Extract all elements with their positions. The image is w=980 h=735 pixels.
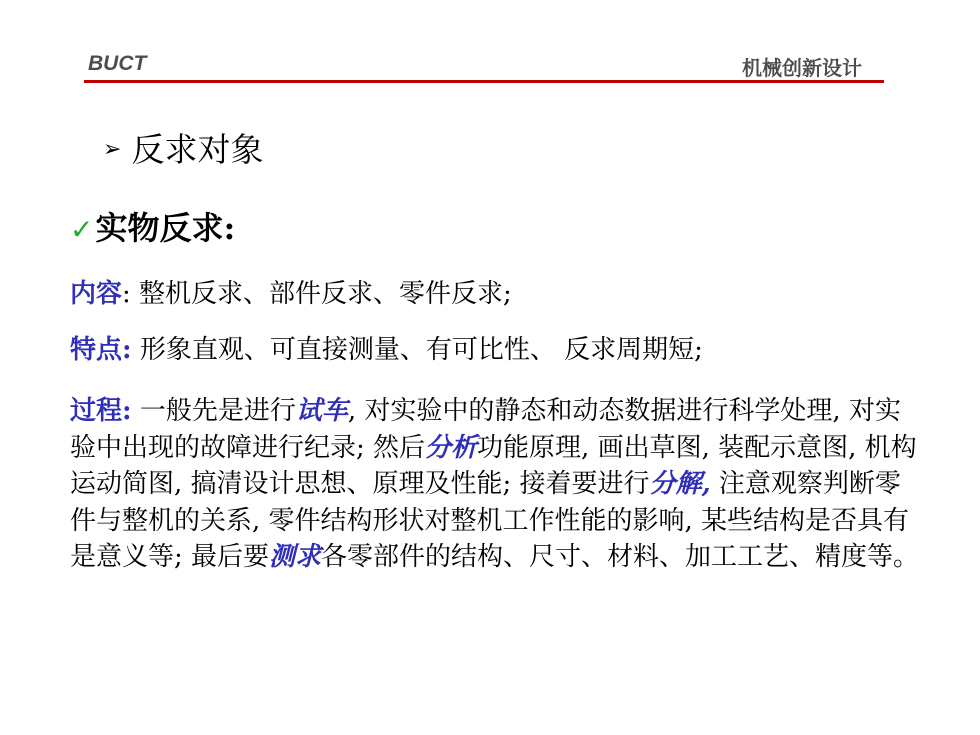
process-label: 过程:	[70, 396, 132, 426]
subheading-text: 实物反求:	[95, 209, 236, 247]
content-separator: :	[122, 279, 140, 309]
content-line	[70, 276, 512, 312]
content-text: 整机反求、部件反求、零件反求;	[139, 279, 512, 309]
header-divider	[84, 80, 884, 83]
highlight-disassembly: 分解,	[649, 469, 711, 500]
process-text-2: , 对实验中的静态和动态数据进行科学处理, 对实验中出现的故障进行纪录; 然后	[70, 396, 901, 463]
features-label: 特点:	[70, 335, 132, 365]
check-mark-icon: ✓	[70, 213, 94, 246]
process-text-5: 各零部件的结构、尺寸、材料、加工工艺、精度等。	[321, 542, 920, 573]
highlight-test-run: 试车	[295, 396, 348, 426]
highlight-analysis: 分析	[425, 432, 478, 463]
highlight-measure: 测求	[269, 542, 322, 573]
section-heading-text: 反求对象	[131, 130, 264, 169]
features-text: 形象直观、可直接测量、有可比性、 反求周期短;	[131, 335, 703, 365]
content-label: 内容	[70, 279, 123, 309]
header-course-title: 机械创新设计	[742, 56, 862, 80]
process-paragraph	[70, 393, 922, 576]
subheading	[70, 206, 235, 252]
header-left-logo-text: BUCT	[88, 52, 147, 75]
process-text-1: 一般先是进行	[131, 396, 296, 426]
process-text-3: 功能原理, 画出草图, 装配示意图, 机构运动简图, 搞清设计思想、原理及性能; 接着要进行	[70, 432, 917, 500]
arrow-bullet-icon: ➢	[103, 137, 122, 162]
process-text-4: 注意观察判断零件与整机的关系, 零件结构形状对整机工作性能的影响, 某些结构是否具有是意义等; 最后要	[70, 469, 910, 573]
features-line	[70, 332, 703, 368]
section-heading	[103, 128, 263, 172]
